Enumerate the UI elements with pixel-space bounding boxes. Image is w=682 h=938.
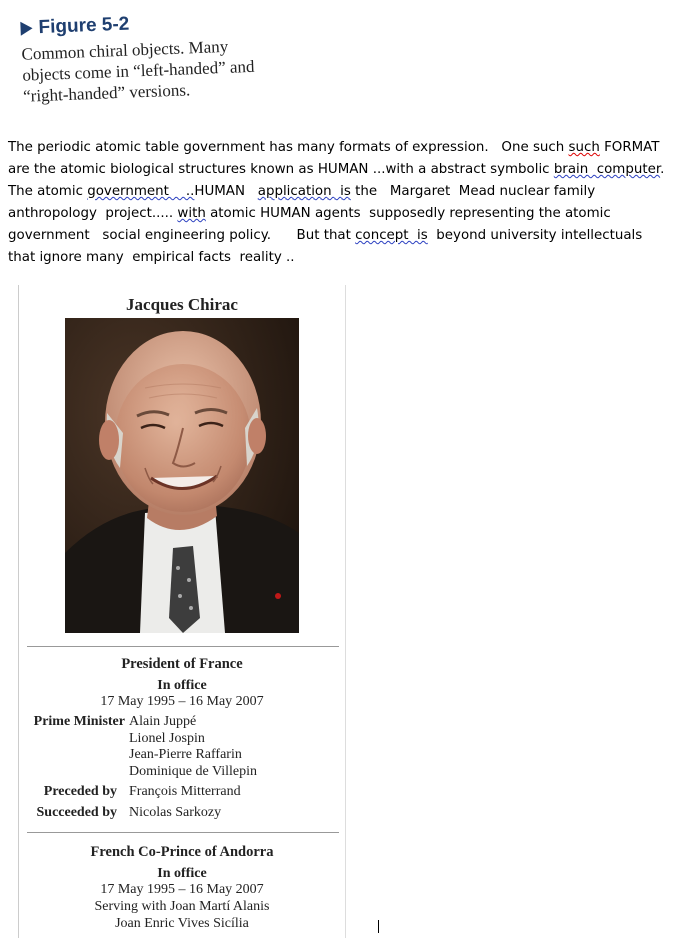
text-run: atomic HUMAN agents supposedly representing the atomic — [205, 206, 611, 221]
serving-with: Serving with Joan Martí Alanis — [94, 899, 270, 914]
field-label: Prime Minister — [33, 714, 125, 729]
grammar-flag-phrase: government .. — [87, 184, 195, 199]
grammar-flag-phrase: with — [177, 206, 206, 221]
paragraph-line — [8, 225, 680, 247]
field-label: Preceded by — [43, 784, 117, 799]
text-run: HUMAN — [194, 184, 258, 199]
portrait-photo — [65, 318, 299, 633]
office-title: President of France — [121, 656, 243, 672]
figure-title — [20, 14, 130, 40]
divider — [27, 832, 339, 833]
text-run: anthropology project..... — [8, 206, 178, 221]
office-dates: 17 May 1995 – 16 May 2007 — [100, 694, 264, 709]
prime-minister-name: Alain Juppé — [129, 714, 197, 729]
caption-line: “right-handed” versions. — [22, 80, 191, 106]
figure-label: Figure 5-2 — [38, 13, 130, 39]
office-dates: 17 May 1995 – 16 May 2007 — [100, 882, 264, 897]
infobox-title: Jacques Chirac — [126, 295, 238, 314]
serving-with: Joan Enric Vives Sicília — [115, 916, 249, 931]
office-status: In office — [157, 866, 207, 881]
infobox-scan — [18, 285, 346, 938]
paragraph-line — [8, 203, 680, 225]
text-run: are the atomic biological structures known as HUMAN ...with a abstract symbolic — [8, 162, 554, 177]
text-run: the Margaret Mead nuclear family — [350, 184, 596, 199]
field-label: Succeeded by — [36, 805, 117, 820]
text-run: FORMAT — [599, 140, 660, 155]
divider — [27, 646, 339, 647]
caption-line: objects come in “left-handed” and — [21, 56, 255, 85]
text-run: government social engineering policy. But that — [8, 228, 356, 243]
field-value: Nicolas Sarkozy — [129, 805, 222, 820]
prime-minister-name: Jean-Pierre Raffarin — [129, 747, 242, 762]
text-run: that ignore many empirical facts reality .. — [8, 250, 295, 265]
prime-minister-name: Dominique de Villepin — [129, 763, 257, 779]
text-run: The periodic atomic table government has many formats of expression. One such — [8, 140, 569, 155]
field-value: François Mitterrand — [129, 784, 241, 799]
prime-minister-name: Lionel Jospin — [129, 730, 205, 746]
grammar-flag-phrase: application is — [257, 184, 351, 199]
office-title: French Co-Prince of Andorra — [90, 844, 274, 860]
spelling-error-word: such — [568, 140, 600, 155]
text-run: beyond university intellectuals — [427, 228, 643, 243]
figure-caption-scan — [14, 3, 308, 119]
grammar-flag-phrase: brain computer — [553, 162, 661, 177]
caption-line: Common chiral objects. Many — [21, 36, 229, 64]
paragraph-line — [8, 247, 680, 269]
grammar-flag-phrase: concept is — [355, 228, 428, 243]
office-status: In office — [157, 678, 207, 693]
paragraph-line — [8, 159, 680, 181]
paragraph-line — [8, 137, 680, 159]
text-run: . — [660, 162, 665, 177]
figure-caption — [21, 33, 308, 107]
triangle-bullet-icon — [20, 21, 33, 35]
field-value-list — [129, 714, 257, 780]
text-run: The atomic — [8, 184, 88, 199]
text-cursor — [378, 920, 379, 933]
paragraph-line — [8, 181, 680, 203]
body-paragraph[interactable] — [8, 137, 680, 269]
